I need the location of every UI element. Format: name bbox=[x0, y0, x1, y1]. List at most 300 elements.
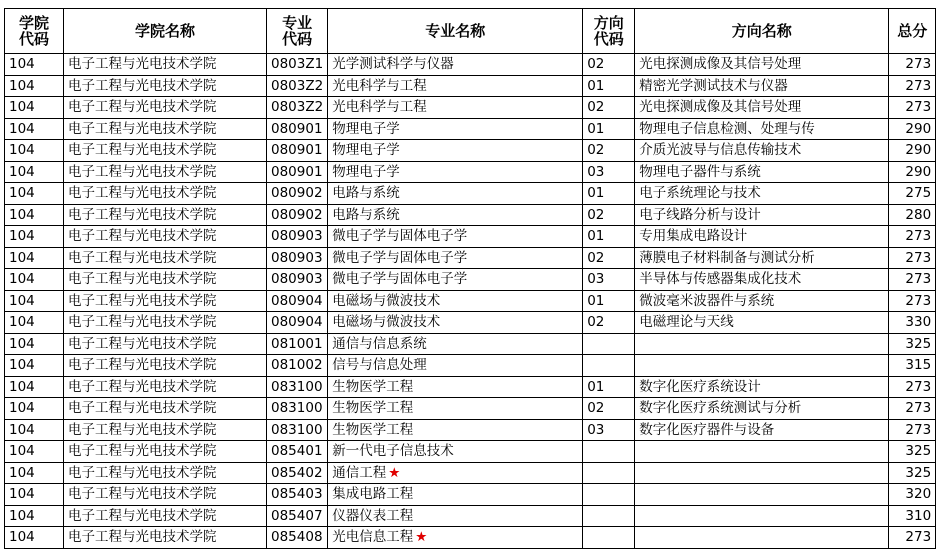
cell-college-code bbox=[5, 484, 64, 506]
cell-major-code bbox=[267, 312, 328, 334]
cell-college-code bbox=[5, 527, 64, 549]
cell-major-code-text: 083100 bbox=[271, 421, 323, 438]
cell-major-code bbox=[267, 527, 328, 549]
cell-college-name bbox=[64, 419, 267, 441]
cell-major-name bbox=[328, 54, 583, 76]
table-row bbox=[5, 419, 936, 441]
cell-college-code bbox=[5, 333, 64, 355]
cell-direction-code bbox=[583, 333, 635, 355]
cell-major-name-text: 光电信息工程 bbox=[332, 529, 414, 546]
cell-college-name bbox=[64, 140, 267, 162]
cell-total-score-text: 273 bbox=[905, 400, 932, 417]
cell-major-code-text: 0803Z2 bbox=[271, 77, 324, 94]
cell-direction-name-text: 微波毫米波器件与系统 bbox=[639, 292, 775, 309]
cell-college-name bbox=[64, 161, 267, 183]
table-row bbox=[5, 527, 936, 549]
cell-direction-code bbox=[583, 54, 635, 76]
cell-total-score bbox=[889, 462, 936, 484]
cell-major-name-text: 电磁场与微波技术 bbox=[332, 292, 441, 309]
cell-direction-name bbox=[635, 441, 889, 463]
cell-direction-code-text: 03 bbox=[587, 271, 605, 288]
cell-college-code-text: 104 bbox=[9, 378, 35, 395]
cell-total-score-text: 325 bbox=[905, 443, 932, 460]
cell-major-code-text: 085403 bbox=[271, 486, 323, 503]
cell-college-name-text: 电子工程与光电技术学院 bbox=[68, 314, 217, 331]
cell-major-name bbox=[328, 462, 583, 484]
cell-major-name bbox=[328, 204, 583, 226]
cell-direction-code-text: 01 bbox=[587, 77, 605, 94]
cell-college-code-text: 104 bbox=[9, 314, 35, 331]
cell-major-name bbox=[328, 118, 583, 140]
cell-major-name bbox=[328, 183, 583, 205]
cell-college-code-text: 104 bbox=[9, 443, 35, 460]
cell-major-name bbox=[328, 419, 583, 441]
cell-direction-code-text: 02 bbox=[587, 206, 605, 223]
cell-direction-name-text: 电子线路分析与设计 bbox=[639, 206, 761, 223]
cell-major-code-text: 080902 bbox=[271, 206, 323, 223]
cell-total-score bbox=[889, 355, 936, 377]
cell-major-name-text: 光电科学与工程 bbox=[332, 77, 427, 94]
cell-major-code-text: 080904 bbox=[271, 292, 323, 309]
cell-college-code-text: 104 bbox=[9, 185, 35, 202]
cell-major-name bbox=[328, 226, 583, 248]
cell-total-score-text: 290 bbox=[905, 120, 932, 137]
cell-college-name-text: 电子工程与光电技术学院 bbox=[68, 142, 217, 159]
table-row bbox=[5, 247, 936, 269]
cell-major-code-text: 080901 bbox=[271, 142, 323, 159]
cell-total-score bbox=[889, 226, 936, 248]
table-row bbox=[5, 462, 936, 484]
table-row bbox=[5, 226, 936, 248]
cell-total-score bbox=[889, 269, 936, 291]
cell-major-name-text: 光学测试科学与仪器 bbox=[332, 56, 454, 73]
cell-total-score-text: 273 bbox=[905, 378, 932, 395]
cell-college-name-text: 电子工程与光电技术学院 bbox=[68, 206, 217, 223]
cell-direction-name bbox=[635, 527, 889, 549]
cell-direction-code bbox=[583, 419, 635, 441]
cell-college-code bbox=[5, 290, 64, 312]
cell-college-name-text: 电子工程与光电技术学院 bbox=[68, 271, 217, 288]
cell-college-name bbox=[64, 398, 267, 420]
cell-major-code bbox=[267, 398, 328, 420]
cell-major-name bbox=[328, 140, 583, 162]
cell-college-name-text: 电子工程与光电技术学院 bbox=[68, 443, 217, 460]
cell-major-name-text: 物理电子学 bbox=[332, 120, 400, 137]
cell-direction-code-text: 01 bbox=[587, 378, 605, 395]
cell-direction-code bbox=[583, 247, 635, 269]
cell-total-score bbox=[889, 204, 936, 226]
cell-major-code bbox=[267, 226, 328, 248]
cell-total-score bbox=[889, 333, 936, 355]
cell-college-name-text: 电子工程与光电技术学院 bbox=[68, 529, 217, 546]
cell-direction-name-text: 光电探测成像及其信号处理 bbox=[639, 99, 802, 116]
cell-college-name-text: 电子工程与光电技术学院 bbox=[68, 486, 217, 503]
cell-direction-name bbox=[635, 312, 889, 334]
cell-direction-name bbox=[635, 333, 889, 355]
cell-total-score bbox=[889, 505, 936, 527]
cell-major-name-text: 生物医学工程 bbox=[332, 378, 414, 395]
cell-major-name bbox=[328, 97, 583, 119]
cell-college-name-text: 电子工程与光电技术学院 bbox=[68, 120, 217, 137]
cell-direction-code-text: 02 bbox=[587, 400, 605, 417]
cell-direction-name-text: 精密光学测试技术与仪器 bbox=[639, 77, 788, 94]
cell-direction-name bbox=[635, 484, 889, 506]
cell-direction-code-text: 01 bbox=[587, 228, 605, 245]
cell-major-name bbox=[328, 247, 583, 269]
cell-total-score bbox=[889, 97, 936, 119]
cell-direction-name-text: 专用集成电路设计 bbox=[639, 228, 748, 245]
cell-direction-name-text: 薄膜电子材料制备与测试分析 bbox=[639, 249, 815, 266]
cell-college-name-text: 电子工程与光电技术学院 bbox=[68, 99, 217, 116]
cell-direction-code bbox=[583, 376, 635, 398]
cell-total-score bbox=[889, 441, 936, 463]
header-college-code: 学院 代码 bbox=[5, 9, 64, 54]
cell-major-name-text: 通信工程 bbox=[332, 464, 387, 481]
cell-direction-name-text: 光电探测成像及其信号处理 bbox=[639, 56, 802, 73]
cell-college-code-text: 104 bbox=[9, 357, 35, 374]
cell-college-name-text: 电子工程与光电技术学院 bbox=[68, 357, 217, 374]
cell-major-name bbox=[328, 441, 583, 463]
cell-direction-name-text: 电磁理论与天线 bbox=[639, 314, 734, 331]
cell-college-code bbox=[5, 505, 64, 527]
cell-college-code bbox=[5, 398, 64, 420]
cell-college-code-text: 104 bbox=[9, 77, 35, 94]
cell-total-score bbox=[889, 140, 936, 162]
cell-college-name bbox=[64, 484, 267, 506]
cell-college-name bbox=[64, 183, 267, 205]
cell-college-code-text: 104 bbox=[9, 292, 35, 309]
cell-college-code bbox=[5, 118, 64, 140]
cell-major-code-text: 080902 bbox=[271, 185, 323, 202]
cell-major-code-text: 081001 bbox=[271, 335, 323, 352]
cell-major-code-text: 085408 bbox=[271, 529, 323, 546]
cell-direction-name bbox=[635, 204, 889, 226]
cell-total-score-text: 325 bbox=[905, 464, 932, 481]
cell-total-score bbox=[889, 527, 936, 549]
cell-college-name-text: 电子工程与光电技术学院 bbox=[68, 400, 217, 417]
cell-direction-code bbox=[583, 269, 635, 291]
cell-college-code bbox=[5, 75, 64, 97]
cell-direction-name bbox=[635, 290, 889, 312]
table-row bbox=[5, 269, 936, 291]
cell-college-name-text: 电子工程与光电技术学院 bbox=[68, 421, 217, 438]
cell-major-name-text: 微电子学与固体电子学 bbox=[332, 249, 468, 266]
cell-major-name bbox=[328, 527, 583, 549]
cell-major-code bbox=[267, 376, 328, 398]
cell-direction-name bbox=[635, 226, 889, 248]
table-row bbox=[5, 505, 936, 527]
cell-college-name bbox=[64, 226, 267, 248]
star-icon: ★ bbox=[388, 464, 401, 481]
cell-college-code-text: 104 bbox=[9, 486, 35, 503]
cell-major-code bbox=[267, 54, 328, 76]
cell-major-code bbox=[267, 505, 328, 527]
cell-college-code-text: 104 bbox=[9, 421, 35, 438]
cell-college-name-text: 电子工程与光电技术学院 bbox=[68, 56, 217, 73]
table-row bbox=[5, 97, 936, 119]
table-row bbox=[5, 355, 936, 377]
cell-major-code bbox=[267, 183, 328, 205]
cell-total-score-text: 290 bbox=[905, 163, 932, 180]
cell-college-name-text: 电子工程与光电技术学院 bbox=[68, 163, 217, 180]
cell-total-score-text: 330 bbox=[905, 314, 932, 331]
cell-direction-code bbox=[583, 290, 635, 312]
cell-major-code bbox=[267, 355, 328, 377]
cell-major-code-text: 083100 bbox=[271, 378, 323, 395]
cell-major-code bbox=[267, 269, 328, 291]
cell-major-name-text: 通信与信息系统 bbox=[332, 335, 427, 352]
cell-direction-name bbox=[635, 140, 889, 162]
cell-college-name bbox=[64, 204, 267, 226]
cell-major-code-text: 081002 bbox=[271, 357, 323, 374]
cell-college-name bbox=[64, 527, 267, 549]
cell-major-name-text: 物理电子学 bbox=[332, 163, 400, 180]
cell-major-code bbox=[267, 419, 328, 441]
cell-major-name bbox=[328, 376, 583, 398]
table-row bbox=[5, 333, 936, 355]
cell-direction-code bbox=[583, 505, 635, 527]
cell-college-code bbox=[5, 140, 64, 162]
cell-direction-name-text: 介质光波导与信息传输技术 bbox=[639, 142, 802, 159]
header-row bbox=[5, 9, 936, 54]
cell-major-code bbox=[267, 247, 328, 269]
cell-direction-code bbox=[583, 204, 635, 226]
cell-college-code bbox=[5, 419, 64, 441]
cell-major-name-text: 新一代电子信息技术 bbox=[332, 443, 454, 460]
cell-major-name bbox=[328, 355, 583, 377]
cell-direction-code-text: 03 bbox=[587, 163, 605, 180]
cell-college-code-text: 104 bbox=[9, 507, 35, 524]
cell-total-score-text: 273 bbox=[905, 99, 932, 116]
cell-major-name bbox=[328, 75, 583, 97]
cell-major-code bbox=[267, 290, 328, 312]
cell-direction-code bbox=[583, 527, 635, 549]
header-direction-code: 方向 代码 bbox=[583, 9, 635, 54]
cell-college-code bbox=[5, 376, 64, 398]
cell-direction-name bbox=[635, 355, 889, 377]
cell-direction-code bbox=[583, 226, 635, 248]
cell-direction-code bbox=[583, 484, 635, 506]
cell-college-name bbox=[64, 462, 267, 484]
cell-major-code-text: 080901 bbox=[271, 120, 323, 137]
cell-total-score-text: 273 bbox=[905, 228, 932, 245]
cell-total-score bbox=[889, 247, 936, 269]
cell-major-name bbox=[328, 161, 583, 183]
table-row bbox=[5, 312, 936, 334]
cell-major-code-text: 085407 bbox=[271, 507, 323, 524]
cell-major-code-text: 080904 bbox=[271, 314, 323, 331]
cell-major-name-text: 电路与系统 bbox=[332, 206, 400, 223]
cell-major-name bbox=[328, 333, 583, 355]
cell-major-name-text: 电磁场与微波技术 bbox=[332, 314, 441, 331]
cell-direction-code-text: 02 bbox=[587, 56, 605, 73]
cell-direction-name bbox=[635, 398, 889, 420]
table-row bbox=[5, 441, 936, 463]
cell-college-code bbox=[5, 247, 64, 269]
cell-direction-name-text: 物理电子器件与系统 bbox=[639, 163, 761, 180]
cell-direction-code-text: 02 bbox=[587, 314, 605, 331]
cell-college-code bbox=[5, 97, 64, 119]
cell-college-name-text: 电子工程与光电技术学院 bbox=[68, 464, 217, 481]
cell-major-name-text: 集成电路工程 bbox=[332, 486, 414, 503]
cell-direction-code-text: 01 bbox=[587, 120, 605, 137]
cell-total-score-text: 315 bbox=[905, 357, 932, 374]
cell-major-name-text: 信号与信息处理 bbox=[332, 357, 427, 374]
cell-college-code bbox=[5, 204, 64, 226]
cell-total-score-text: 320 bbox=[905, 486, 932, 503]
cell-college-name bbox=[64, 376, 267, 398]
cell-total-score-text: 275 bbox=[905, 185, 932, 202]
cell-total-score-text: 273 bbox=[905, 77, 932, 94]
cell-direction-code bbox=[583, 398, 635, 420]
cell-total-score-text: 310 bbox=[905, 507, 932, 524]
cell-college-name bbox=[64, 312, 267, 334]
cell-direction-code bbox=[583, 161, 635, 183]
cell-direction-name bbox=[635, 419, 889, 441]
cell-college-name bbox=[64, 333, 267, 355]
cell-major-name bbox=[328, 505, 583, 527]
cell-college-name-text: 电子工程与光电技术学院 bbox=[68, 228, 217, 245]
cell-college-code bbox=[5, 54, 64, 76]
cell-major-code-text: 083100 bbox=[271, 400, 323, 417]
cell-major-code-text: 085402 bbox=[271, 464, 323, 481]
cell-total-score-text: 280 bbox=[905, 206, 932, 223]
cell-direction-name bbox=[635, 269, 889, 291]
cell-college-name bbox=[64, 54, 267, 76]
cell-major-name bbox=[328, 269, 583, 291]
cell-direction-name bbox=[635, 183, 889, 205]
cell-college-name bbox=[64, 505, 267, 527]
cell-major-code bbox=[267, 118, 328, 140]
header-major-code: 专业 代码 bbox=[267, 9, 328, 54]
cell-direction-name bbox=[635, 505, 889, 527]
cell-major-code bbox=[267, 75, 328, 97]
cell-major-code bbox=[267, 204, 328, 226]
cell-college-name bbox=[64, 269, 267, 291]
cell-college-code-text: 104 bbox=[9, 400, 35, 417]
cell-college-code-text: 104 bbox=[9, 529, 35, 546]
cell-college-name-text: 电子工程与光电技术学院 bbox=[68, 77, 217, 94]
cell-major-name-text: 仪器仪表工程 bbox=[332, 507, 414, 524]
cell-direction-code-text: 02 bbox=[587, 249, 605, 266]
cell-direction-code bbox=[583, 183, 635, 205]
table-row bbox=[5, 54, 936, 76]
cell-major-code bbox=[267, 140, 328, 162]
cell-major-name-text: 微电子学与固体电子学 bbox=[332, 228, 468, 245]
cell-direction-code bbox=[583, 441, 635, 463]
table-row bbox=[5, 290, 936, 312]
table-row bbox=[5, 183, 936, 205]
cell-college-code-text: 104 bbox=[9, 56, 35, 73]
cell-college-code-text: 104 bbox=[9, 464, 35, 481]
cell-direction-code-text: 01 bbox=[587, 185, 605, 202]
cell-college-code bbox=[5, 183, 64, 205]
cell-college-code-text: 104 bbox=[9, 163, 35, 180]
cell-direction-name-text: 半导体与传感器集成化技术 bbox=[639, 271, 802, 288]
cell-total-score-text: 290 bbox=[905, 142, 932, 159]
cell-direction-name-text: 数字化医疗器件与设备 bbox=[639, 421, 775, 438]
header-total-score: 总分 bbox=[889, 9, 936, 54]
cell-college-name bbox=[64, 355, 267, 377]
cell-total-score bbox=[889, 290, 936, 312]
cell-direction-name bbox=[635, 376, 889, 398]
cell-college-code-text: 104 bbox=[9, 271, 35, 288]
cell-major-code-text: 085401 bbox=[271, 443, 323, 460]
cell-total-score-text: 273 bbox=[905, 529, 932, 546]
cell-major-name bbox=[328, 484, 583, 506]
cell-direction-name-text: 数字化医疗系统测试与分析 bbox=[639, 400, 802, 417]
cell-college-name-text: 电子工程与光电技术学院 bbox=[68, 335, 217, 352]
cell-total-score-text: 273 bbox=[905, 249, 932, 266]
table-row bbox=[5, 118, 936, 140]
cell-college-code bbox=[5, 441, 64, 463]
cell-college-code-text: 104 bbox=[9, 120, 35, 137]
cell-direction-code bbox=[583, 140, 635, 162]
header-direction-name: 方向名称 bbox=[635, 9, 889, 54]
table-row bbox=[5, 376, 936, 398]
cell-major-code-text: 080903 bbox=[271, 228, 323, 245]
cell-major-code-text: 080901 bbox=[271, 163, 323, 180]
star-icon: ★ bbox=[415, 529, 428, 546]
cell-direction-code-text: 02 bbox=[587, 99, 605, 116]
cell-major-code-text: 080903 bbox=[271, 271, 323, 288]
cell-direction-name bbox=[635, 161, 889, 183]
cell-total-score-text: 273 bbox=[905, 271, 932, 288]
cell-direction-code-text: 01 bbox=[587, 292, 605, 309]
cell-direction-name-text: 数字化医疗系统设计 bbox=[639, 378, 761, 395]
cell-major-code bbox=[267, 484, 328, 506]
cell-major-name-text: 生物医学工程 bbox=[332, 400, 414, 417]
cell-total-score bbox=[889, 484, 936, 506]
header-college-name: 学院名称 bbox=[64, 9, 267, 54]
cell-college-code-text: 104 bbox=[9, 228, 35, 245]
cell-major-name-text: 物理电子学 bbox=[332, 142, 400, 159]
cell-major-name bbox=[328, 398, 583, 420]
cell-college-name bbox=[64, 75, 267, 97]
cell-total-score bbox=[889, 312, 936, 334]
cell-college-name bbox=[64, 247, 267, 269]
cell-college-name-text: 电子工程与光电技术学院 bbox=[68, 507, 217, 524]
cell-direction-code bbox=[583, 355, 635, 377]
cell-college-code-text: 104 bbox=[9, 249, 35, 266]
cell-total-score bbox=[889, 118, 936, 140]
cell-total-score bbox=[889, 183, 936, 205]
cell-total-score bbox=[889, 75, 936, 97]
cell-direction-code bbox=[583, 462, 635, 484]
cell-major-name-text: 生物医学工程 bbox=[332, 421, 414, 438]
cell-major-code bbox=[267, 462, 328, 484]
cell-direction-code bbox=[583, 97, 635, 119]
cell-direction-code-text: 02 bbox=[587, 142, 605, 159]
cell-direction-code bbox=[583, 75, 635, 97]
cell-total-score-text: 325 bbox=[905, 335, 932, 352]
table-row bbox=[5, 161, 936, 183]
header-major-name: 专业名称 bbox=[328, 9, 583, 54]
cell-major-name-text: 光电科学与工程 bbox=[332, 99, 427, 116]
cell-college-code-text: 104 bbox=[9, 142, 35, 159]
cell-major-code bbox=[267, 441, 328, 463]
cell-college-name bbox=[64, 290, 267, 312]
cell-college-code bbox=[5, 226, 64, 248]
cell-total-score bbox=[889, 419, 936, 441]
table-row bbox=[5, 398, 936, 420]
cell-direction-name bbox=[635, 118, 889, 140]
cell-major-code bbox=[267, 97, 328, 119]
cell-college-code bbox=[5, 462, 64, 484]
cell-direction-name bbox=[635, 247, 889, 269]
cell-college-name bbox=[64, 441, 267, 463]
cell-total-score bbox=[889, 398, 936, 420]
